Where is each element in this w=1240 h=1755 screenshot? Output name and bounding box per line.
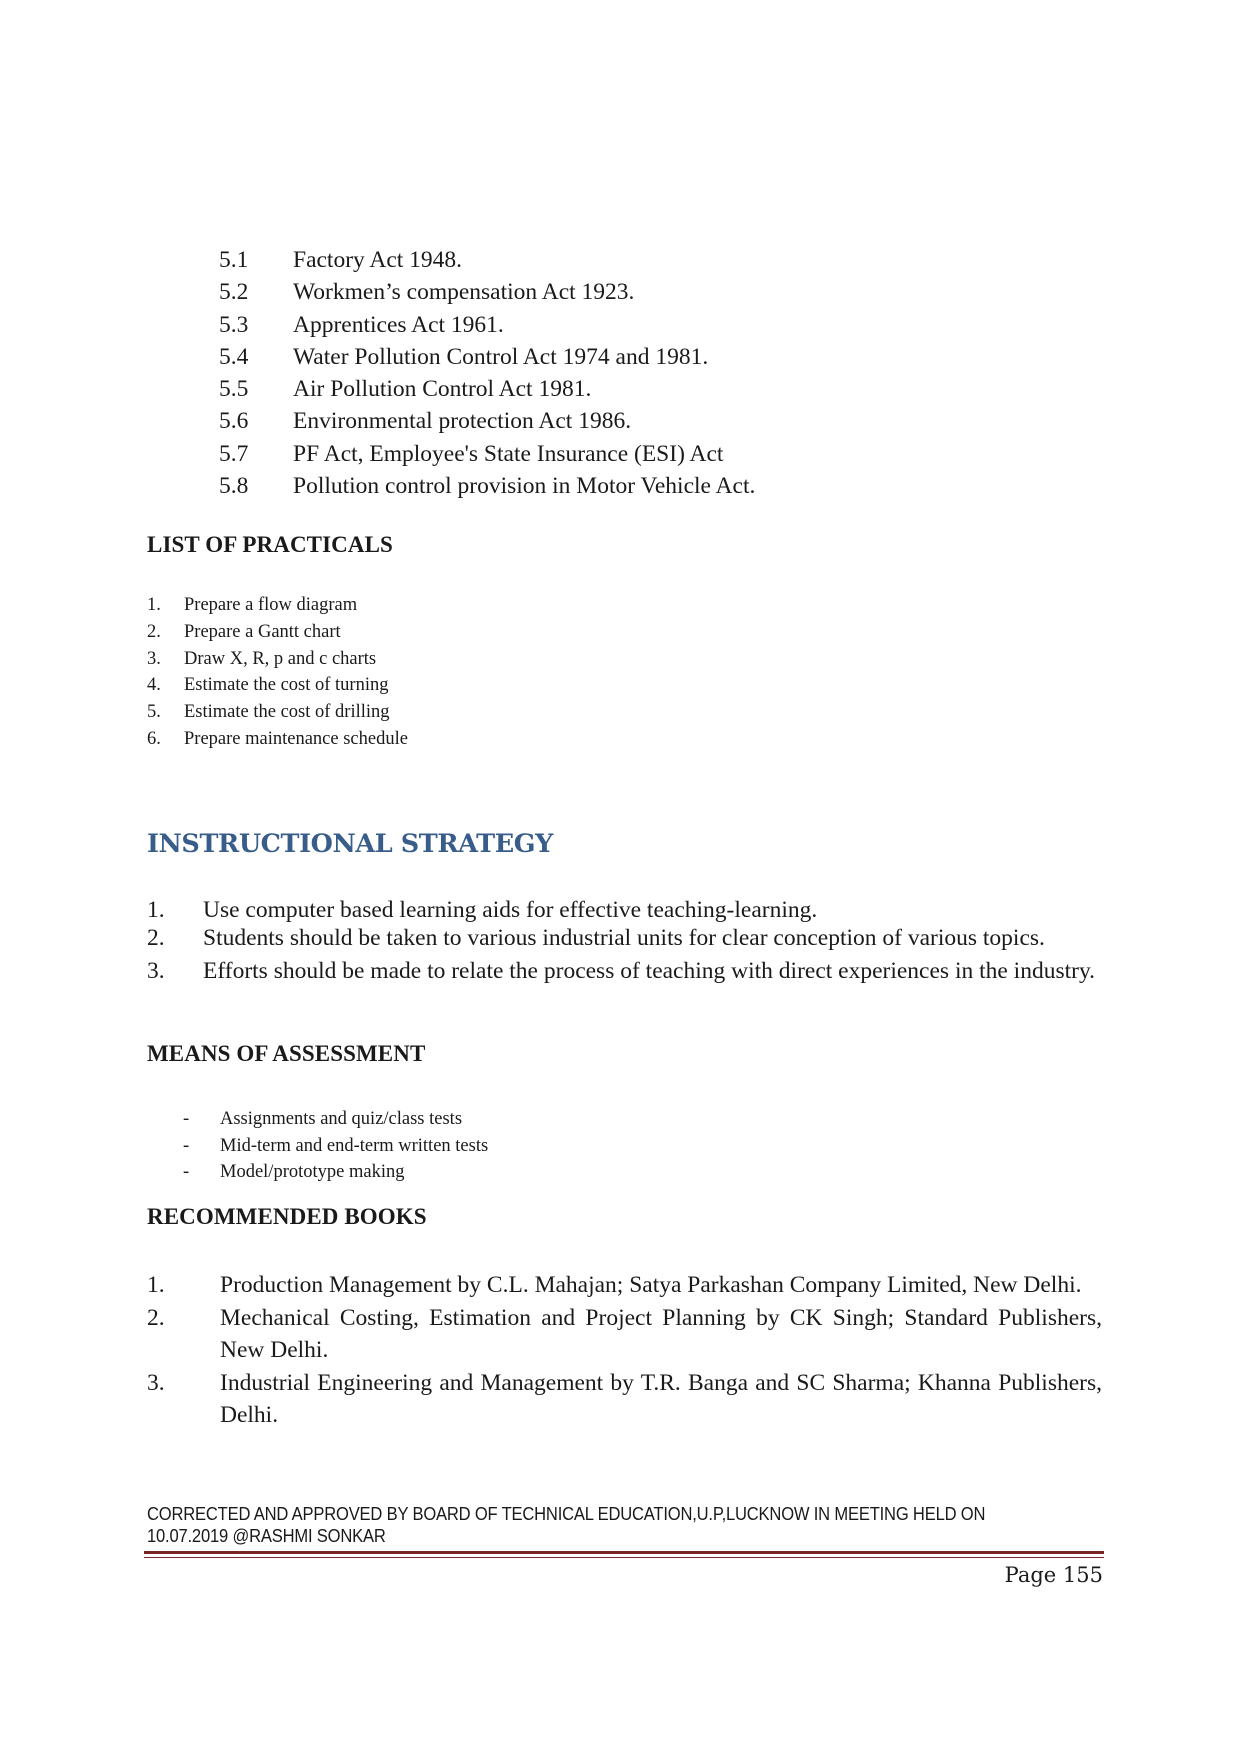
- topic-text: Factory Act 1948.: [293, 247, 463, 273]
- list-number: 1.: [147, 595, 161, 615]
- topic-number: 5.5: [219, 376, 249, 403]
- list-text: Mechanical Costing, Estimation and Project Planning by CK Singh; Standard Publishers, New Delhi.: [220, 1305, 1102, 1363]
- topic-number: 5.8: [219, 473, 249, 500]
- topic-number: 5.3: [219, 311, 249, 338]
- list-item: [147, 726, 847, 753]
- topic-number: 5.7: [219, 440, 249, 467]
- list-number: 2.: [147, 621, 161, 642]
- list-text: Use computer based learning aids for effective teaching-learning.: [203, 897, 818, 923]
- list-bullet: -: [183, 1162, 190, 1182]
- topic-item: [219, 373, 1119, 405]
- topic-number: 5.2: [219, 279, 249, 306]
- list-text: Mid-term and end-term written tests: [220, 1135, 489, 1156]
- topic-text: Air Pollution Control Act 1981.: [293, 376, 592, 403]
- list-number: 1.: [147, 1272, 165, 1298]
- topic-list: [219, 244, 1119, 502]
- topic-item: [219, 438, 1119, 470]
- strategy-list: [147, 894, 1102, 988]
- topic-item: [219, 405, 1119, 437]
- topic-item: [219, 341, 1119, 373]
- list-item: [183, 1159, 783, 1186]
- list-text: Assignments and quiz/class tests: [220, 1109, 463, 1129]
- list-text: Efforts should be made to relate the process of teaching with direct experiences in the industry.: [203, 958, 1096, 984]
- list-text: Estimate the cost of turning: [184, 675, 389, 696]
- list-item: [147, 699, 847, 726]
- topic-text: Pollution control provision in Motor Vehicle Act.: [293, 473, 756, 500]
- list-text: Students should be taken to various industrial units for clear conception of various topics.: [203, 925, 1045, 951]
- topic-item: [219, 244, 1119, 276]
- topic-item: [219, 309, 1119, 341]
- topic-number: 5.6: [219, 408, 249, 435]
- list-text: Prepare a Gantt chart: [184, 621, 341, 642]
- topic-number: 5.4: [219, 343, 249, 370]
- list-text: Draw X, R, p and c charts: [184, 648, 377, 669]
- topic-item: [219, 470, 1119, 502]
- list-item: [147, 592, 847, 619]
- list-item: [147, 672, 847, 699]
- list-text: Prepare maintenance schedule: [184, 728, 408, 749]
- page-number: Page 155: [1004, 1563, 1103, 1587]
- list-item: [147, 1367, 1102, 1431]
- topic-text: PF Act, Employee's State Insurance (ESI) Act: [293, 440, 724, 467]
- list-text: Industrial Engineering and Management by T.R. Banga and SC Sharma; Khanna Publishers, Delhi.: [220, 1370, 1102, 1428]
- list-text: Model/prototype making: [220, 1162, 405, 1182]
- list-number: 5.: [147, 702, 161, 723]
- list-item: [147, 1302, 1102, 1366]
- list-bullet: -: [183, 1135, 190, 1156]
- topic-text: Water Pollution Control Act 1974 and 1981.: [293, 343, 709, 370]
- list-item: [183, 1106, 783, 1133]
- list-item: [147, 1269, 1102, 1301]
- list-item: [183, 1133, 783, 1160]
- topic-number: 5.1: [219, 247, 249, 273]
- list-number: 6.: [147, 728, 161, 749]
- footer-line-1: CORRECTED AND APPROVED BY BOARD OF TECHNICAL EDUCATION,U.P,LUCKNOW IN MEETING HELD ON: [147, 1504, 986, 1524]
- footer-line-2: 10.07.2019 @RASHMI SONKAR: [147, 1526, 386, 1546]
- list-number: 3.: [147, 958, 165, 984]
- list-item: [147, 619, 847, 646]
- list-text: Prepare a flow diagram: [184, 595, 358, 615]
- list-text: Estimate the cost of drilling: [184, 702, 390, 723]
- list-item: [147, 646, 847, 673]
- list-number: 4.: [147, 675, 161, 696]
- topic-item: [219, 276, 1119, 308]
- topic-text: Workmen’s compensation Act 1923.: [293, 279, 635, 306]
- footer-divider-thin: [144, 1557, 1104, 1558]
- list-number: 2.: [147, 1305, 165, 1331]
- list-text: Production Management by C.L. Mahajan; Satya Parkashan Company Limited, New Delhi.: [220, 1272, 1082, 1298]
- strategy-heading: INSTRUCTIONAL STRATEGY: [147, 829, 553, 859]
- list-number: 1.: [147, 897, 165, 923]
- list-bullet: -: [183, 1109, 190, 1129]
- footer-approval-note: [147, 1503, 1030, 1547]
- list-number: 3.: [147, 1370, 165, 1396]
- assessment-heading: MEANS OF ASSESSMENT: [147, 1041, 426, 1066]
- books-list: [147, 1269, 1102, 1431]
- list-item: [147, 954, 1102, 988]
- topic-text: Environmental protection Act 1986.: [293, 408, 632, 435]
- assessment-list: [183, 1106, 783, 1186]
- topic-text: Apprentices Act 1961.: [293, 311, 504, 338]
- list-item: [147, 922, 1102, 954]
- list-number: 3.: [147, 648, 161, 669]
- practicals-list: [147, 592, 847, 753]
- footer-divider: [144, 1551, 1104, 1554]
- list-number: 2.: [147, 925, 165, 951]
- practicals-heading: LIST OF PRACTICALS: [147, 532, 393, 557]
- books-heading: RECOMMENDED BOOKS: [147, 1204, 427, 1229]
